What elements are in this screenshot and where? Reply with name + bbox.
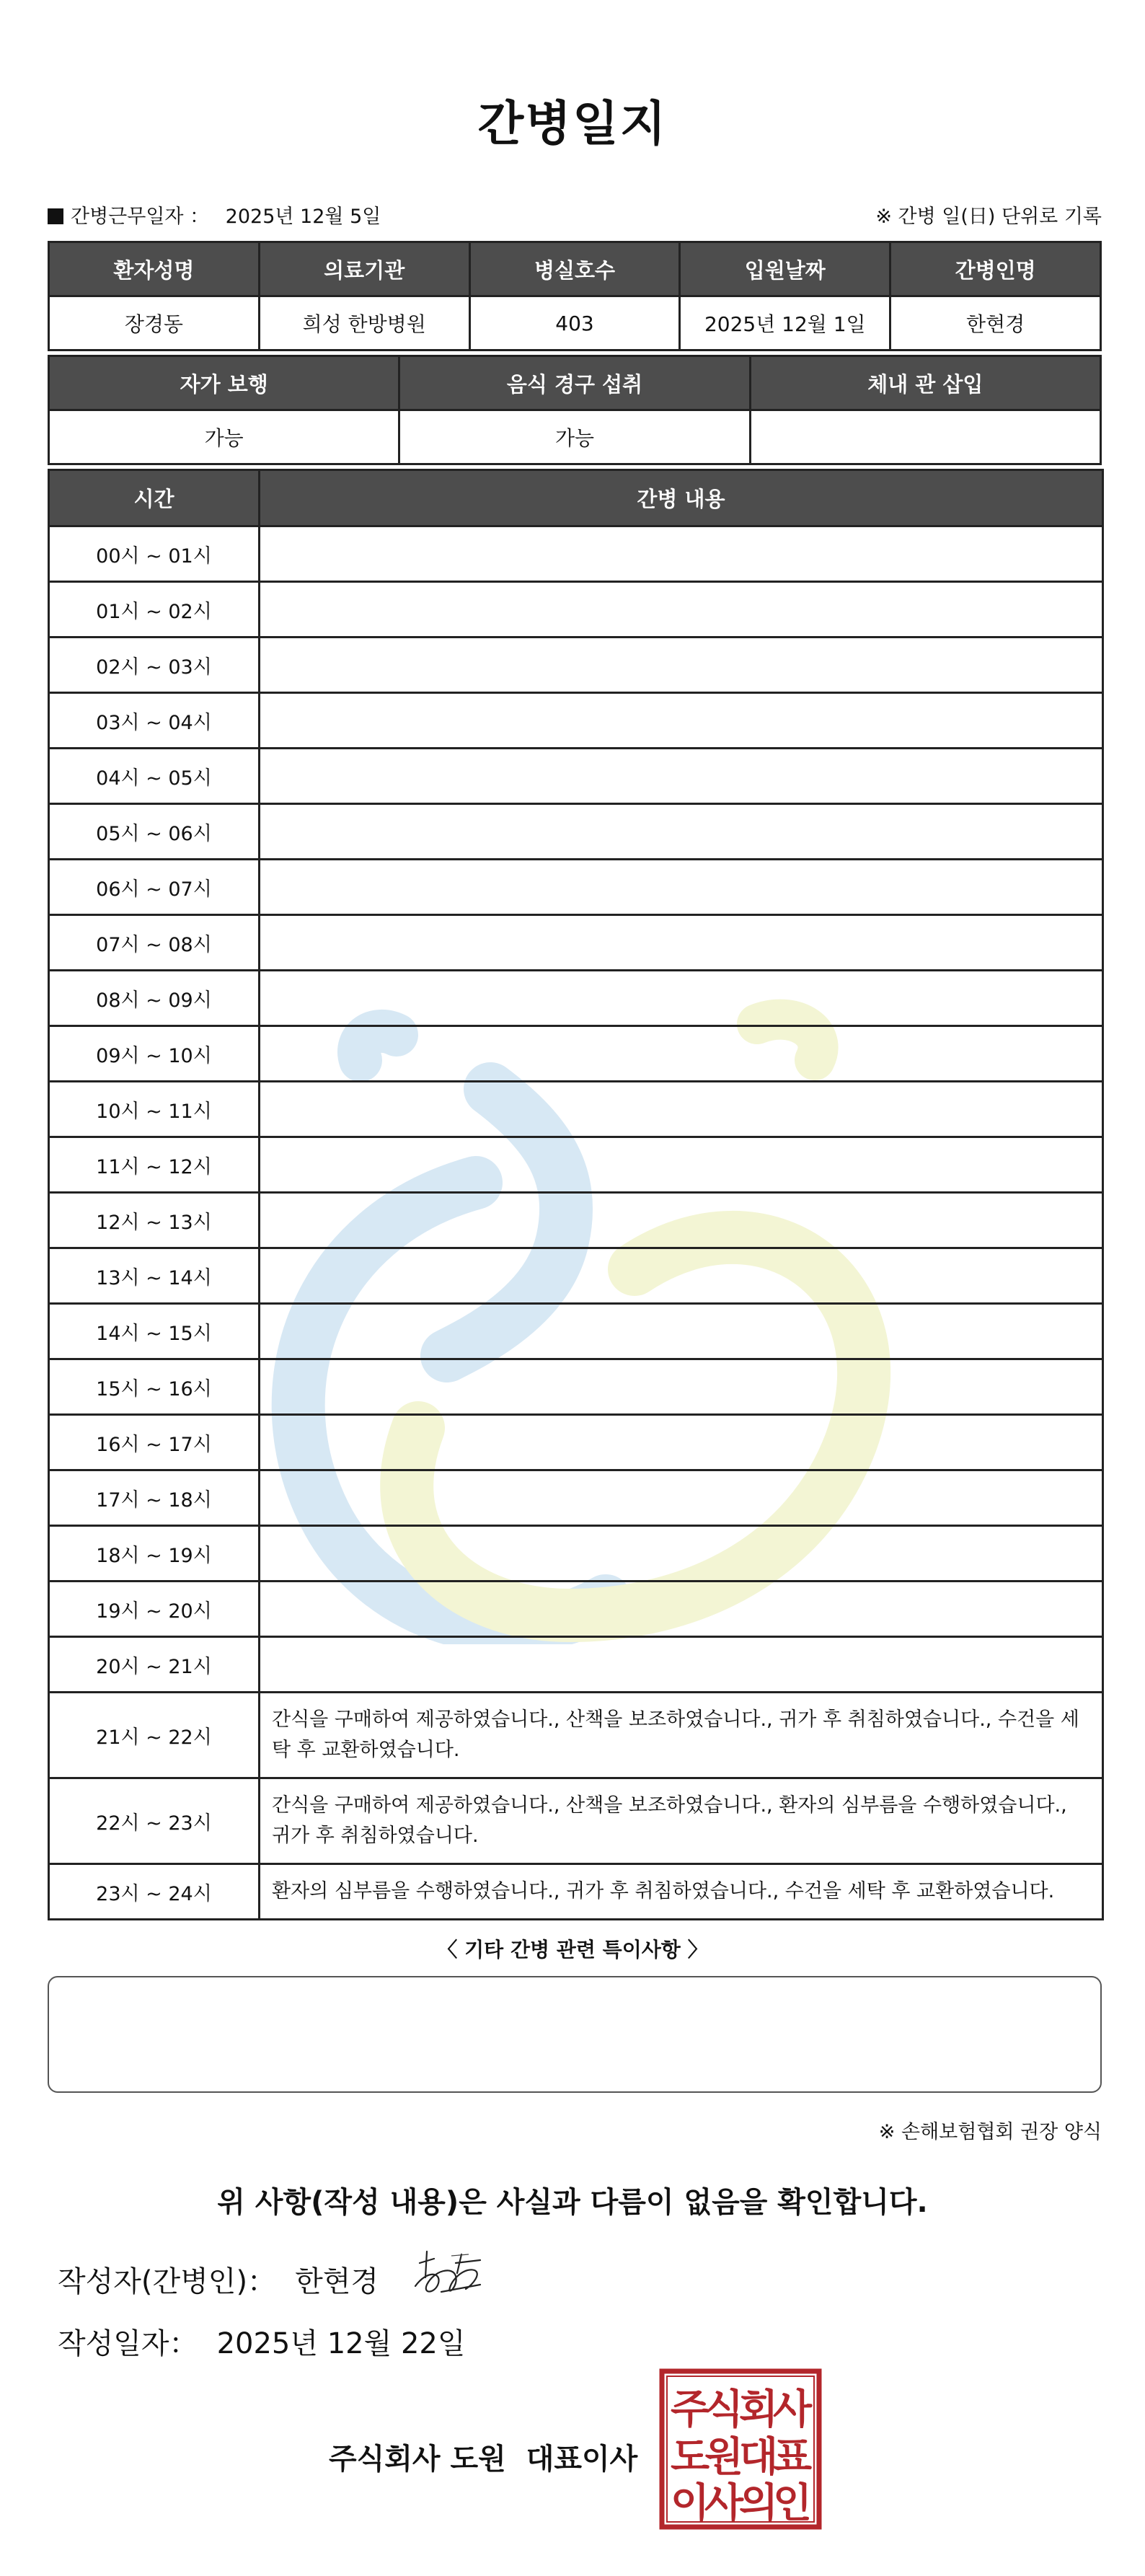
- work-date-value: 2025년 12월 5일: [225, 206, 381, 228]
- time-slot: 19시 ~ 20시: [49, 1582, 260, 1637]
- care-content: [260, 1026, 1103, 1082]
- svg-text:인: 인: [772, 2480, 813, 2527]
- table-row: [49, 804, 1103, 860]
- time-slot: 20시 ~ 21시: [49, 1637, 260, 1693]
- room-number: 403: [469, 296, 680, 350]
- admission-date: 2025년 12월 1일: [680, 296, 890, 350]
- header-hospital: 의료기관: [259, 242, 469, 296]
- header-caregiver-name: 간병인명: [890, 242, 1101, 296]
- table-row: [49, 749, 1103, 804]
- writer-line: [58, 2259, 379, 2300]
- tube-insertion-value: [750, 410, 1100, 464]
- table-row: [49, 582, 1103, 638]
- care-record-table: [48, 469, 1104, 1920]
- svg-text:원: 원: [704, 2434, 744, 2481]
- patient-status-table: [48, 355, 1102, 465]
- care-content: [260, 1526, 1103, 1582]
- company-name: 주식회사 도원: [329, 2443, 506, 2476]
- time-slot: 05시 ~ 06시: [49, 804, 260, 860]
- time-slot: 16시 ~ 17시: [49, 1415, 260, 1470]
- table-row: [49, 1359, 1103, 1415]
- time-slot: 00시 ~ 01시: [49, 526, 260, 582]
- header-care-content: 간병 내용: [260, 470, 1103, 526]
- time-slot: 15시 ~ 16시: [49, 1359, 260, 1415]
- table-row: [49, 1470, 1103, 1526]
- time-slot: 11시 ~ 12시: [49, 1137, 260, 1193]
- care-content: [260, 804, 1103, 860]
- svg-text:이: 이: [670, 2480, 710, 2527]
- svg-text:대: 대: [738, 2434, 779, 2481]
- care-content: [260, 1304, 1103, 1359]
- hospital-name: 희성 한방병원: [259, 296, 469, 350]
- table-row: [49, 693, 1103, 749]
- care-content: [260, 1137, 1103, 1193]
- time-slot: 13시 ~ 14시: [49, 1248, 260, 1304]
- table-row: [49, 1082, 1103, 1137]
- time-slot: 21시 ~ 22시: [49, 1693, 260, 1778]
- svg-text:사: 사: [704, 2480, 744, 2527]
- written-date-label: 작성일자：: [58, 2327, 198, 2360]
- special-notes-box: [48, 1976, 1102, 2093]
- company-signature-line: [329, 2436, 637, 2477]
- table-row: [49, 1026, 1103, 1082]
- table-row: [49, 1526, 1103, 1582]
- table-row: [49, 1637, 1103, 1693]
- writer-label: 작성자(간병인)：: [58, 2265, 277, 2298]
- care-content: [260, 1582, 1103, 1637]
- care-content: [260, 526, 1103, 582]
- time-slot: 03시 ~ 04시: [49, 693, 260, 749]
- svg-text:표: 표: [772, 2434, 813, 2481]
- table-row: [49, 860, 1103, 915]
- table-row: [49, 1304, 1103, 1359]
- written-date-value: 2025년 12월 22일: [216, 2327, 466, 2360]
- time-slot: 17시 ~ 18시: [49, 1470, 260, 1526]
- work-date: [48, 200, 381, 229]
- care-content: 환자의 심부름을 수행하였습니다., 귀가 후 취침하였습니다., 수건을 세탁 후 교환하였습니다.: [260, 1864, 1103, 1920]
- notes-section-label: 〈 기타 간병 관련 특이사항 〉: [437, 1938, 708, 1962]
- table-row: [49, 1415, 1103, 1470]
- care-content: [260, 638, 1103, 693]
- header-patient-name: 환자성명: [49, 242, 260, 296]
- patient-name: 장경동: [49, 296, 260, 350]
- header-time: 시간: [49, 470, 260, 526]
- table-row: [49, 1693, 1103, 1778]
- care-content: [260, 1637, 1103, 1693]
- representative-title: 대표이사: [526, 2443, 638, 2476]
- time-slot: 07시 ~ 08시: [49, 915, 260, 971]
- unit-note: ※ 간병 일(日) 단위로 기록: [875, 206, 1102, 228]
- time-slot: 02시 ~ 03시: [49, 638, 260, 693]
- care-content: [260, 582, 1103, 638]
- care-content: [260, 1470, 1103, 1526]
- time-slot: 23시 ~ 24시: [49, 1864, 260, 1920]
- table-row: [49, 1193, 1103, 1248]
- caregiver-name: 한현경: [890, 296, 1101, 350]
- patient-info-table: [48, 241, 1102, 351]
- page-title: 간병일지: [477, 96, 668, 151]
- handwritten-signature: [405, 2241, 492, 2311]
- svg-text:주: 주: [670, 2386, 710, 2433]
- table-row: [49, 971, 1103, 1026]
- care-content: [260, 971, 1103, 1026]
- care-content: 간식을 구매하여 제공하였습니다., 산책을 보조하였습니다., 귀가 후 취침하였습니다., 수건을 세탁 후 교환하였습니다.: [260, 1693, 1103, 1778]
- care-content: [260, 860, 1103, 915]
- table-row: [49, 1137, 1103, 1193]
- written-date-line: [58, 2321, 466, 2362]
- time-slot: 22시 ~ 23시: [49, 1778, 260, 1864]
- time-slot: 06시 ~ 07시: [49, 860, 260, 915]
- time-slot: 18시 ~ 19시: [49, 1526, 260, 1582]
- care-content: [260, 1082, 1103, 1137]
- table-row: [49, 1248, 1103, 1304]
- oral-intake-value: 가능: [399, 410, 750, 464]
- company-seal-stamp: [658, 2367, 823, 2531]
- table-row: [49, 526, 1103, 582]
- table-row: [49, 1778, 1103, 1864]
- care-content: [260, 1359, 1103, 1415]
- care-content: [260, 1248, 1103, 1304]
- time-slot: 09시 ~ 10시: [49, 1026, 260, 1082]
- header-self-walking: 자가 보행: [49, 356, 399, 410]
- header-room: 병실호수: [469, 242, 680, 296]
- care-content: [260, 749, 1103, 804]
- time-slot: 12시 ~ 13시: [49, 1193, 260, 1248]
- table-row: [49, 1864, 1103, 1920]
- time-slot: 04시 ~ 05시: [49, 749, 260, 804]
- table-row: [49, 915, 1103, 971]
- writer-name: 한현경: [295, 2265, 379, 2298]
- time-slot: 08시 ~ 09시: [49, 971, 260, 1026]
- svg-text:식: 식: [704, 2386, 744, 2433]
- svg-text:사: 사: [772, 2386, 813, 2433]
- form-source-note: ※ 손해보험협회 권장 양식: [878, 2121, 1102, 2143]
- table-row: [49, 1582, 1103, 1637]
- care-content: 간식을 구매하여 제공하였습니다., 산책을 보조하였습니다., 환자의 심부름을 수행하였습니다., 귀가 후 취침하였습니다.: [260, 1778, 1103, 1864]
- header-tube-insertion: 체내 관 삽입: [750, 356, 1100, 410]
- care-content: [260, 1193, 1103, 1248]
- time-slot: 10시 ~ 11시: [49, 1082, 260, 1137]
- time-slot: 01시 ~ 02시: [49, 582, 260, 638]
- care-content: [260, 1415, 1103, 1470]
- svg-text:도: 도: [670, 2434, 710, 2481]
- svg-text:회: 회: [738, 2386, 779, 2433]
- care-content: [260, 693, 1103, 749]
- table-row: [49, 638, 1103, 693]
- svg-text:의: 의: [738, 2480, 779, 2527]
- bullet-square-icon: [48, 208, 63, 224]
- time-slot: 14시 ~ 15시: [49, 1304, 260, 1359]
- self-walking-value: 가능: [49, 410, 399, 464]
- header-admission-date: 입원날짜: [680, 242, 890, 296]
- header-oral-intake: 음식 경구 섭취: [399, 356, 750, 410]
- confirmation-statement: 위 사항(작성 내용)은 사실과 다름이 없음을 확인합니다.: [217, 2186, 928, 2219]
- care-content: [260, 915, 1103, 971]
- work-date-label: 간병근무일자 ：: [71, 206, 210, 228]
